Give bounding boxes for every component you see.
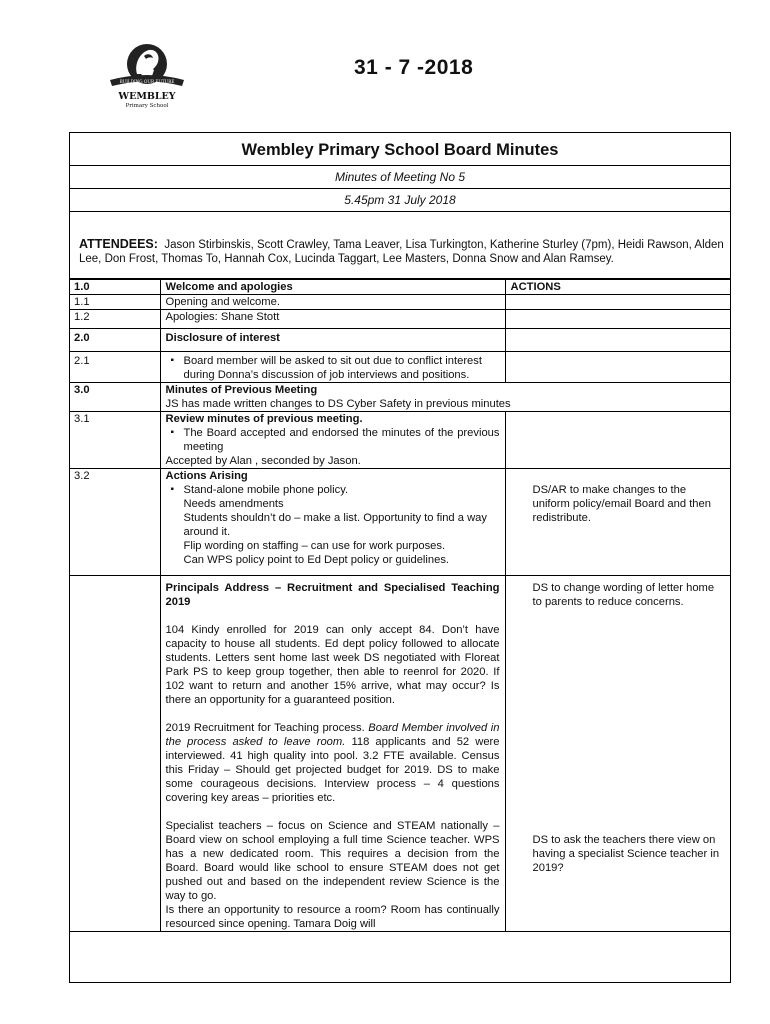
logo-school-name: WEMBLEY: [118, 91, 176, 102]
item-action: [505, 310, 730, 329]
item-action: [505, 352, 730, 383]
attendees-label: ATTENDEES:: [79, 237, 158, 251]
action-text: DS to ask the teachers there view on having a specialist Science teacher in 2019?: [532, 834, 720, 874]
list-item: ▪ Board member will be asked to sit out due to conflict interest during Donna’s discussion of job interviews and positions.: [184, 354, 500, 382]
meeting-date: 31 - 7 -2018: [354, 56, 474, 79]
item-action: DS/AR to make changes to the uniform policy/email Board and then redistribute.: [505, 469, 730, 576]
school-crest-logo: [104, 40, 190, 112]
item-action: [505, 576, 730, 932]
table-row: [70, 576, 730, 932]
list-item: ▪ The Board accepted and endorsed the minutes of the previous meeting: [184, 426, 500, 454]
item-text: [160, 576, 505, 932]
paragraph-italic: Board Member involved in the process asked to leave room.: [165, 722, 500, 748]
item-heading: Principals Address – Recruitment and Specialised Teaching 2019: [165, 582, 500, 608]
item-heading: Actions Arising: [165, 470, 248, 482]
list-item: ▪ Stand-alone mobile phone policy.: [184, 483, 500, 497]
item-action: [505, 295, 730, 310]
item-number: 3.2: [70, 469, 160, 576]
item-number: [70, 576, 160, 932]
item-number: 1.0: [70, 280, 160, 295]
item-action: [505, 329, 730, 352]
document-subtitle: Minutes of Meeting No 5: [70, 166, 730, 189]
paragraph: Is there an opportunity to resource a room? Room has continually resourced since opening. Tamara Doig will: [165, 904, 500, 930]
table-row: [70, 295, 730, 310]
item-heading: Review minutes of previous meeting.: [165, 413, 363, 425]
minutes-document: [69, 132, 731, 983]
table-row: [70, 280, 730, 295]
item-note: JS has made written changes to DS Cyber Safety in previous minutes: [165, 398, 511, 410]
table-row: [70, 412, 730, 469]
item-heading: Minutes of Previous Meeting: [165, 384, 318, 396]
paragraph: 104 Kindy enrolled for 2019 can only accept 84. Don’t have capacity to house all students. Ed dept policy followed to allocate students. Letters sent home last week DS negotiated with Floreat Park PS to keep group together, then able to reenrol for 2020. If 102 want to return and another 15% arrive, what may occur? Is there an opportunity for a guaranteed position.: [165, 624, 500, 706]
item-text: [160, 469, 505, 576]
item-text: Opening and welcome.: [160, 295, 505, 310]
item-number: 2.0: [70, 329, 160, 352]
item-text: [160, 383, 730, 412]
item-heading: Disclosure of interest: [160, 329, 505, 352]
paragraph: Specialist teachers – focus on Science and STEAM nationally – Board view on school employing a full time Science teacher. WPS has a new dedicated room. This requires a decision from the Board. Board would like school to ensure STEAM does not get pushed out and based on the independent review Science is the way to go.: [165, 820, 500, 902]
item-text: [160, 412, 505, 469]
logo-ribbon-text: BUILDING OUR FUTURE: [119, 79, 175, 84]
item-line: Flip wording on staffing – can use for work purposes.: [183, 540, 446, 552]
item-number: 3.0: [70, 383, 160, 412]
action-text: DS to change wording of letter home to parents to reduce concerns.: [532, 582, 715, 608]
attendees-section: [70, 212, 730, 279]
item-line: Students shouldn’t do – make a list. Opportunity to find a way around it.: [183, 512, 487, 538]
paragraph-start: 2019 Recruitment for Teaching process.: [165, 722, 365, 734]
actions-header: ACTIONS: [505, 280, 730, 295]
table-row: [70, 469, 730, 576]
paragraph-rest: 118 applicants and 52 were interviewed. 41 high quality into pool. 3.2 FTE available. Census this Friday – Should get projected budget for 2019. DS to make some courageous decisions. Interview process – 4 questions covering key areas – priorities etc.: [165, 736, 500, 804]
document-title: Wembley Primary School Board Minutes: [70, 133, 730, 166]
table-row: [70, 310, 730, 329]
item-action: [505, 412, 730, 469]
logo-school-type: Primary School: [125, 103, 169, 109]
table-row: [70, 383, 730, 412]
item-line: Can WPS policy point to Ed Dept policy or guidelines.: [183, 554, 450, 566]
item-text: Apologies: Shane Stott: [160, 310, 505, 329]
item-number: 1.1: [70, 295, 160, 310]
attendees-names: Jason Stirbinskis, Scott Crawley, Tama Leaver, Lisa Turkington, Katherine Sturley (7pm), Heidi Rawson, Alden Lee, Don Frost, Thomas To, Hannah Cox, Lucinda Taggart, Lee Masters, Donna Snow and Alan Ramsey.: [79, 239, 724, 265]
meeting-time: 5.45pm 31 July 2018: [70, 189, 730, 212]
item-number: 2.1: [70, 352, 160, 383]
item-text: [160, 352, 505, 383]
item-note: Accepted by Alan , seconded by Jason.: [165, 455, 361, 467]
item-number: 1.2: [70, 310, 160, 329]
paragraph: [166, 721, 500, 805]
item-line: Needs amendments: [183, 498, 284, 510]
item-heading: Welcome and apologies: [160, 280, 505, 295]
minutes-table: [70, 279, 730, 932]
table-row: [70, 329, 730, 352]
table-row: [70, 352, 730, 383]
item-number: 3.1: [70, 412, 160, 469]
